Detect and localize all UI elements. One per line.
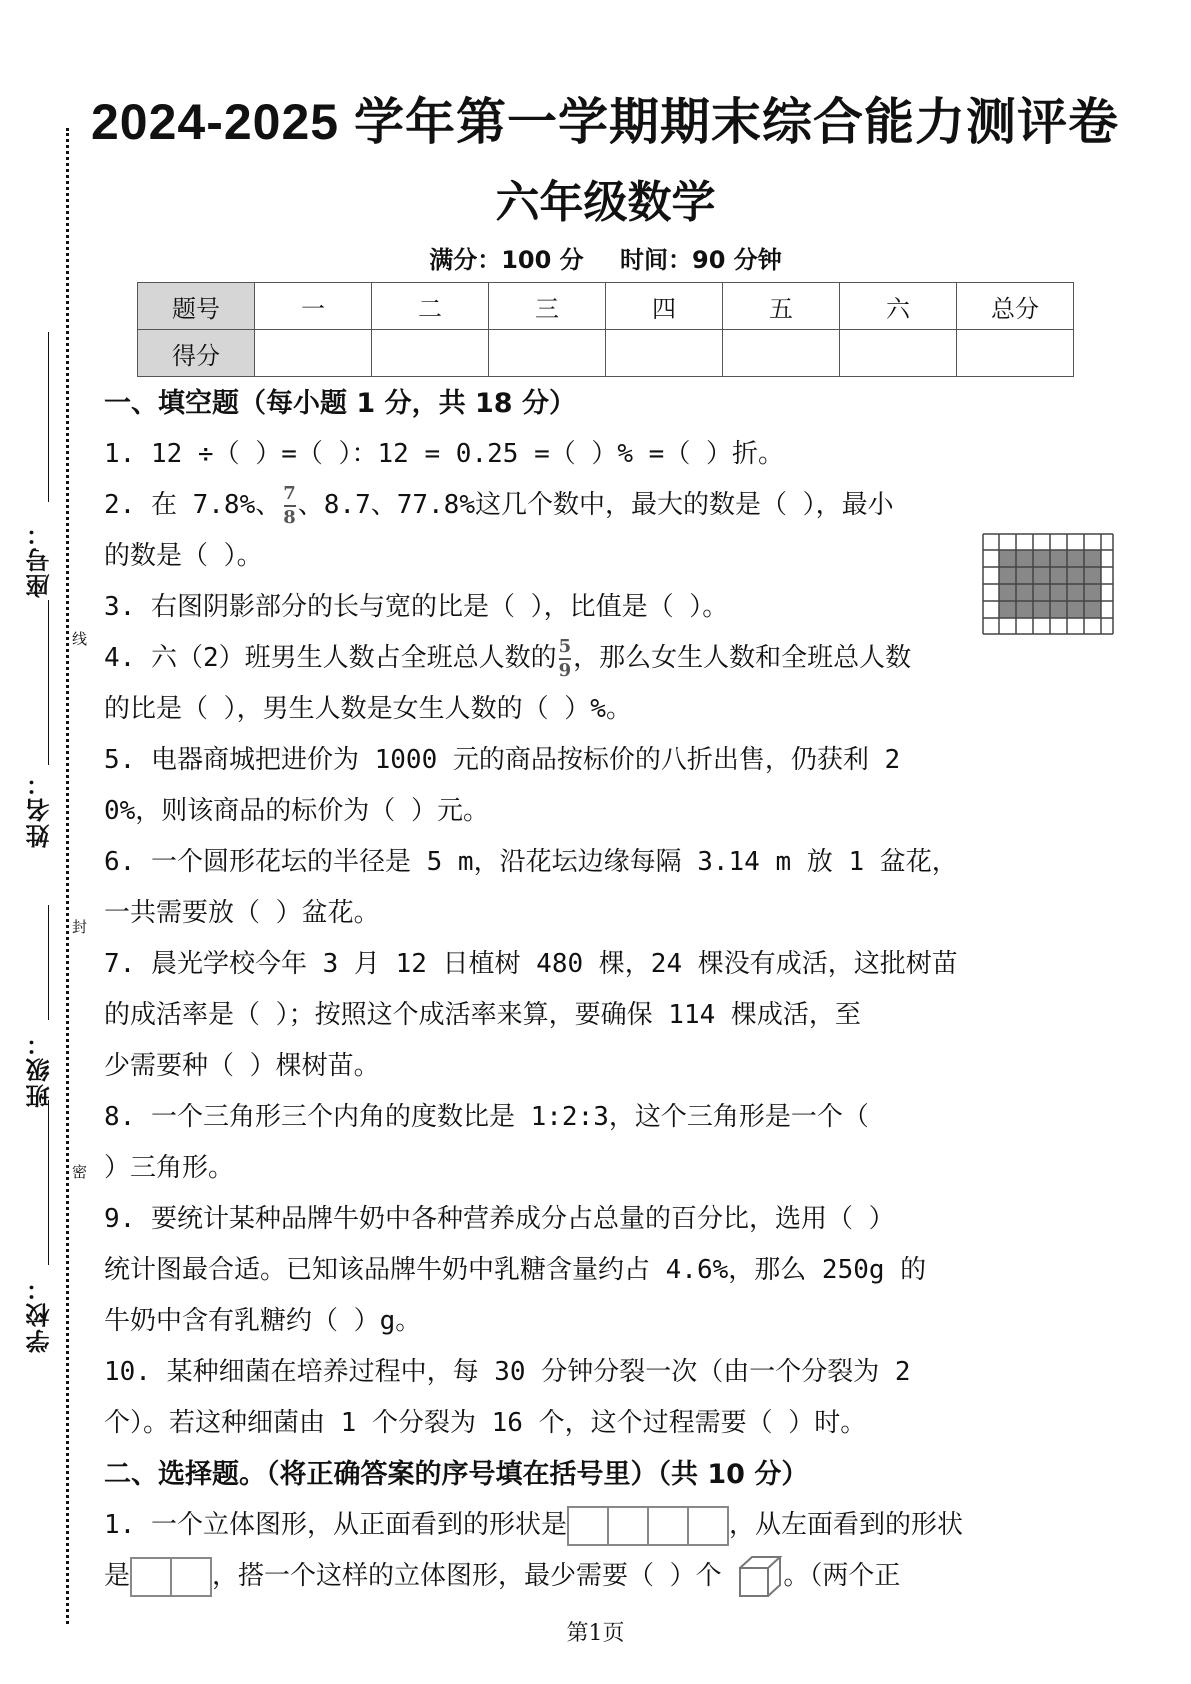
score-cell-header: 五 — [723, 283, 840, 330]
seat-number-label: 座号： — [26, 520, 54, 598]
score-cell-label: 题号 — [138, 283, 255, 330]
score-cell-input[interactable] — [606, 330, 723, 377]
shaded-grid-figure — [982, 533, 1130, 635]
question-body — [104, 378, 1124, 1602]
fraction-7-8: $\frac{7}{8}$ — [283, 482, 296, 528]
q2-1-text-post: ，从左面看到的形状 — [728, 1510, 963, 1540]
school-field[interactable] — [48, 1100, 49, 1265]
score-cell-input[interactable] — [372, 330, 489, 377]
question-2-1 — [104, 1500, 1124, 1551]
seal-word-secret: 密 — [72, 1163, 88, 1181]
binding-dotted-line — [66, 128, 69, 1624]
q2-1b-text-mid: ，搭一个这样的立体图形，最少需要（ ）个 — [212, 1561, 722, 1591]
question-1-10: 10. 某种细菌在培养过程中，每 30 分钟分裂一次（由一个分裂为 2 — [104, 1357, 911, 1387]
question-2-1-cont — [104, 1551, 1124, 1602]
school-label: 学校： — [26, 1275, 54, 1353]
page-number: 第1页 — [566, 1621, 625, 1646]
score-cell-header: 总分 — [957, 283, 1074, 330]
question-1-7: 7. 晨光学校今年 3 月 12 日植树 480 棵，24 棵没有成活，这批树苗 — [104, 949, 958, 979]
question-1-9-cont2: 牛奶中含有乳糖约（ ）g。 — [104, 1306, 422, 1336]
time-limit: 时间：90 分钟 — [620, 246, 782, 274]
q2-1b-text-pre: 是 — [104, 1561, 131, 1591]
name-field[interactable] — [48, 600, 49, 765]
exam-subtitle: 六年级数学 — [495, 177, 716, 228]
score-table — [137, 282, 1074, 377]
q2-text-pre: 2. 在 7.8%、 — [104, 490, 282, 520]
section-1-heading: 一、填空题（每小题 1 分，共 18 分） — [104, 388, 576, 419]
score-cell-input[interactable] — [489, 330, 606, 377]
left-view-figure — [130, 1557, 212, 1597]
class-field[interactable] — [48, 905, 49, 1020]
class-label: 班级： — [26, 1030, 54, 1108]
full-score: 满分：100 分 — [429, 246, 584, 274]
q2-1-text-pre: 1. 一个立体图形，从正面看到的形状是 — [104, 1510, 567, 1540]
score-cell-input[interactable] — [255, 330, 372, 377]
question-1-4-cont: 的比是（ ），男生人数是女生人数的（ ）%。 — [104, 694, 632, 724]
q2-text-post: 、8.7、77.8%这几个数中，最大的数是（ ），最小 — [297, 490, 894, 520]
question-1-7-cont2: 少需要种（ ）棵树苗。 — [104, 1051, 380, 1081]
score-cell-header: 四 — [606, 283, 723, 330]
question-1-4 — [104, 633, 1124, 684]
fraction-5-9: $\frac{5}{9}$ — [558, 635, 572, 681]
score-table-score-row — [138, 330, 1074, 377]
question-1-3: 3. 右图阴影部分的长与宽的比是（ ），比值是（ ）。 — [104, 592, 729, 622]
score-cell-header: 六 — [840, 283, 957, 330]
question-1-2-cont: 的数是（ ）。 — [104, 541, 263, 571]
question-1-10-cont: 个）。若这种细菌由 1 个分裂为 16 个，这个过程需要（ ）时。 — [104, 1408, 867, 1438]
question-1-1: 1. 12 ÷（ ）=（ ）：12 = 0.25 =（ ）% =（ ）折。 — [104, 439, 784, 469]
cube-icon — [737, 1554, 783, 1600]
seat-number-field[interactable] — [48, 332, 49, 502]
score-cell-header: 一 — [255, 283, 372, 330]
score-table-header-row — [138, 283, 1074, 330]
score-cell-input[interactable] — [723, 330, 840, 377]
score-cell-input[interactable] — [840, 330, 957, 377]
seal-word-line: 线 — [72, 630, 88, 648]
question-1-9: 9. 要统计某种品牌牛奶中各种营养成分占总量的百分比，选用（ ） — [104, 1204, 895, 1234]
score-cell-input[interactable] — [957, 330, 1074, 377]
seal-word-seal: 封 — [72, 918, 88, 936]
question-1-6-cont: 一共需要放（ ）盆花。 — [104, 898, 380, 928]
question-1-5: 5. 电器商城把进价为 1000 元的商品按标价的八折出售，仍获利 2 — [104, 745, 901, 775]
question-1-8-cont: ）三角形。 — [104, 1153, 235, 1183]
question-1-6: 6. 一个圆形花坛的半径是 5 m，沿花坛边缘每隔 3.14 m 放 1 盆花， — [104, 847, 958, 877]
score-cell-header: 二 — [372, 283, 489, 330]
q4-text-post: ，那么女生人数和全班总人数 — [573, 643, 912, 673]
exam-title: 2024-2025 学年第一学期期末综合能力测评卷 — [90, 94, 1119, 150]
question-1-8: 8. 一个三角形三个内角的度数比是 1:2:3，这个三角形是一个（ — [104, 1102, 869, 1132]
section-2-heading: 二、选择题。（将正确答案的序号填在括号里）（共 10 分） — [104, 1459, 809, 1490]
question-1-7-cont: 的成活率是（ ）；按照这个成活率来算，要确保 114 棵成活，至 — [104, 1000, 861, 1030]
q4-text-pre: 4. 六（2）班男生人数占全班总人数的 — [104, 643, 557, 673]
question-1-2 — [104, 480, 1124, 531]
name-label: 姓名： — [26, 770, 54, 848]
score-cell-label: 得分 — [138, 330, 255, 377]
exam-meta — [0, 240, 1191, 275]
question-1-9-cont: 统计图最合适。已知该品牌牛奶中乳糖含量约占 4.6%，那么 250g 的 — [104, 1255, 927, 1285]
q2-1b-text-post: 。（两个正 — [783, 1561, 901, 1591]
score-cell-header: 三 — [489, 283, 606, 330]
front-view-figure — [567, 1506, 729, 1546]
question-1-5-cont: 0%，则该商品的标价为（ ）元。 — [104, 796, 489, 826]
